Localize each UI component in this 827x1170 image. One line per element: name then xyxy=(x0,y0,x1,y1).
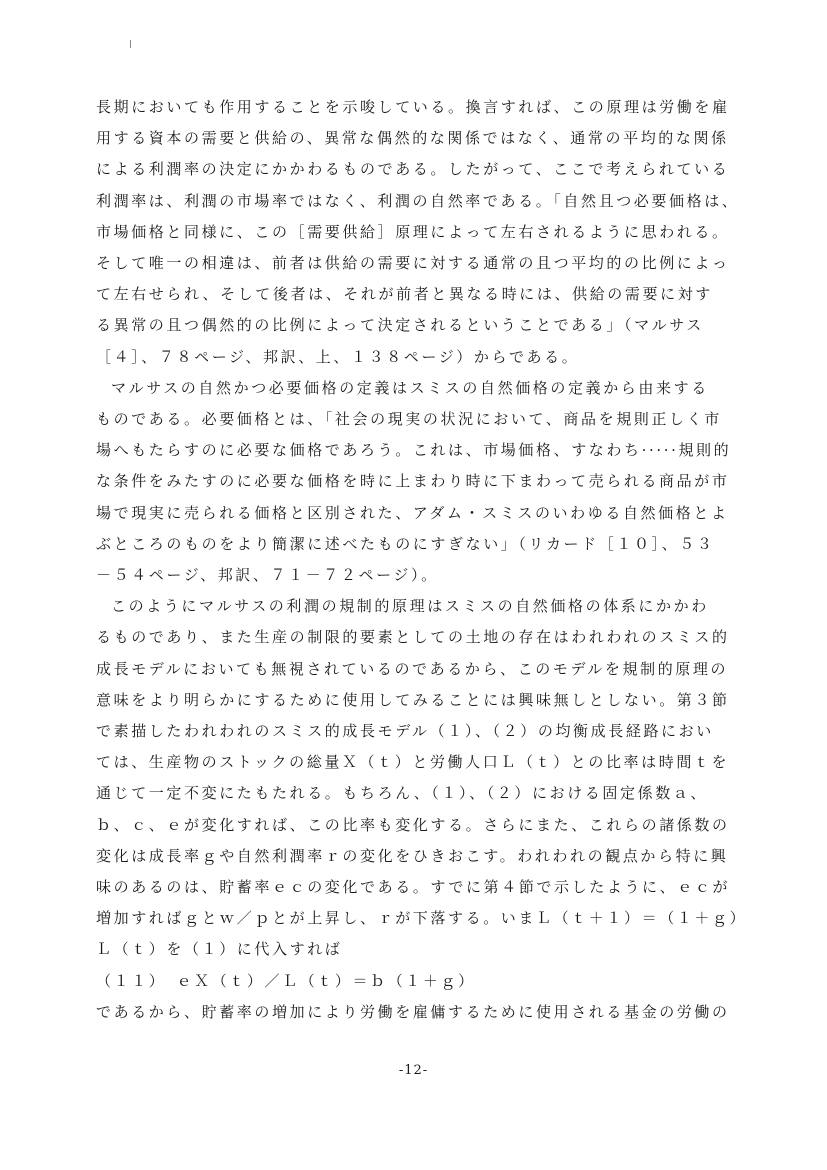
text-line: な条件をみたすのに必要な価格を時に上まわり時に下まわって売られる商品が市 xyxy=(96,472,730,491)
text-line: そして唯一の相違は、前者は供給の需要に対する通常の且つ平均的の比例によっ xyxy=(96,254,730,273)
text-line: ｂ、ｃ、ｅが変化すれば、この比率も変化する。さらにまた、これらの諸係数の xyxy=(96,815,730,834)
text-line: （１１） ｅＸ（ｔ）／Ｌ（ｔ）＝ｂ（１＋ｇ） xyxy=(96,971,476,990)
text-line: 通じて一定不変にたもたれる。もちろん、（１）、（２）における固定係数ａ、 xyxy=(96,784,709,803)
text-line: による利潤率の決定にかかわるものである。したがって、ここで考えられている xyxy=(96,160,730,179)
text-line: 意味をより明らかにするために使用してみることには興味無しとしない。第３節 xyxy=(96,690,730,709)
margin-tick-mark xyxy=(130,40,131,48)
paragraph xyxy=(96,92,776,373)
text-line: て左右せられ、そして後者は、それが前者と異なる時には、供給の需要に対す xyxy=(96,285,713,304)
text-line: 変化は成長率ｇや自然利潤率ｒの変化をひきおこす。われわれの観点から特に興 xyxy=(96,846,729,865)
text-line: ［４］、７８ページ、邦訳、上、１３８ページ）からである。 xyxy=(96,347,580,366)
text-line: ものである。必要価格とは、「社会の現実の状況において、商品を規則正しく市 xyxy=(96,410,722,429)
text-line: 場で現実に売られる価格と区別された、アダム・スミスのいわゆる自然価格とよ xyxy=(96,503,729,522)
text-line: 長期においても作用することを示唆している。換言すれば、この原理は労働を雇 xyxy=(96,98,730,116)
text-line: －５４ページ、邦訳、７１－７２ページ）。 xyxy=(96,566,439,585)
text-line: る異常の且つ偶然的の比例によって決定されるということである」（マルサス xyxy=(96,316,704,335)
text-line: 用する資本の需要と供給の、異常な偶然的な関係ではなく、通常の平均的な関係 xyxy=(96,129,729,148)
text-line: 増加すればｇとｗ／ｐとが上昇し、ｒが下落する。いまＬ（ｔ＋１）＝（１＋ｇ） xyxy=(96,909,748,928)
text-line: 市場価格と同様に、この［需要供給］原理によって左右されるように思われる。 xyxy=(96,222,730,241)
paragraph xyxy=(96,997,776,1028)
text-line: ては、生産物のストックの総量Ｘ（ｔ）と労働人口Ｌ（ｔ）との比率は時間ｔを xyxy=(96,753,730,772)
body-text xyxy=(96,92,776,1028)
text-line: 味のあるのは、貯蓄率ｅｃの変化である。すでに第４節で示したように、ｅｃが xyxy=(96,878,731,897)
text-line: マルサスの自然かつ必要価格の定義はスミスの自然価格の定義から由来する xyxy=(111,378,709,397)
text-line: 成長モデルにおいても無視されているのであるから、このモデルを規制的原理の xyxy=(96,659,729,678)
text-line: 場へもたらすのに必要な価格であろう。これは、市場価格、すなわち·····規則的 xyxy=(96,441,732,460)
paragraph xyxy=(96,591,776,965)
paragraph xyxy=(96,966,776,997)
text-line: るものであり、また生産の制限的要素としての土地の存在はわれわれのスミス的 xyxy=(96,628,730,647)
text-line: このようにマルサスの利潤の規制的原理はスミスの自然価格の体系にかかわ xyxy=(111,597,709,616)
text-line: Ｌ（ｔ）を（１）に代入すれば xyxy=(96,940,343,959)
text-line: であるから、貯蓄率の増加により労働を雇傭するために使用される基金の労働の xyxy=(96,1002,730,1021)
text-line: で素描したわれわれのスミス的成長モデル（１）、（２）の均衡成長経路におい xyxy=(96,722,714,741)
paragraph xyxy=(96,373,776,591)
page-number: -12- xyxy=(398,1063,429,1078)
text-line: 利潤率は、利潤の市場率ではなく、利潤の自然率である。「自然且つ必要価格は、 xyxy=(96,191,740,210)
text-line: ぶところのものをより簡潔に述べたものにすぎない」（リカード［１０］、５３ xyxy=(96,534,715,553)
